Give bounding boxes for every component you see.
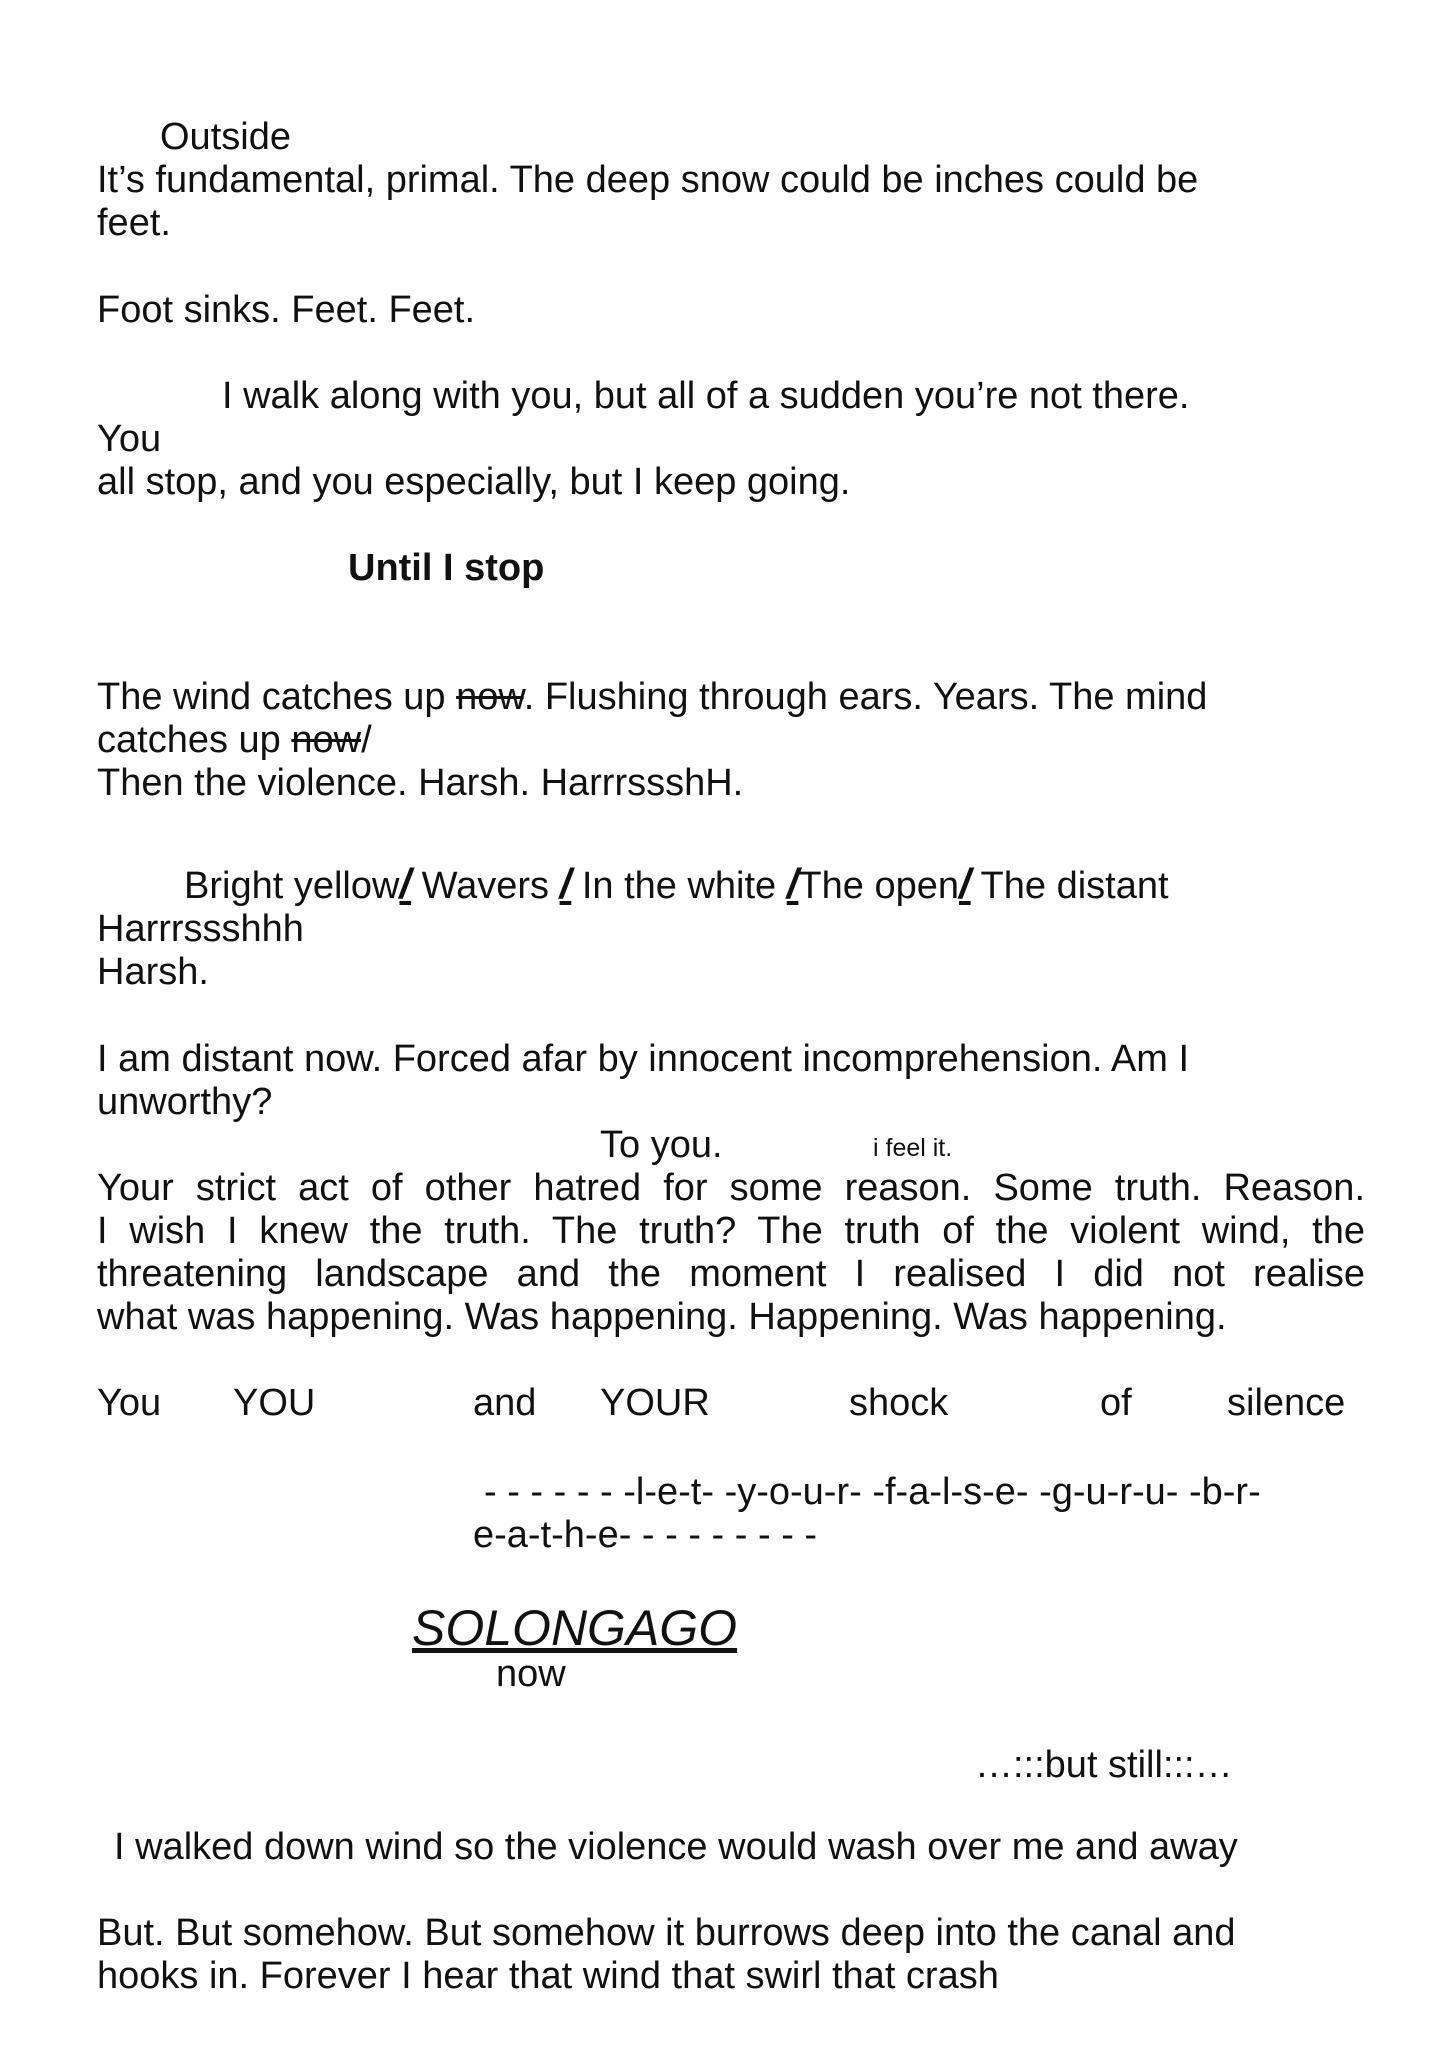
text-line: Harrrssshhh (97, 908, 304, 950)
text-line: It’s fundamental, primal. The deep snow could be inches could be (97, 159, 1199, 201)
struck-word: now (456, 676, 524, 718)
text-line (97, 719, 372, 762)
text-segment: Bright yellow (184, 865, 400, 907)
text-segment: In the white (571, 865, 787, 907)
solongago-text: SOLONGAGO (412, 1600, 738, 1656)
spaced-word: silence (1227, 1382, 1346, 1424)
spaced-word: You (97, 1382, 162, 1424)
text-segment: The open (798, 865, 959, 907)
text-line: what was happening. Was happening. Happening. Was happening. (97, 1296, 1227, 1338)
slash-mark: / (559, 860, 572, 907)
text-line: I walk along with you, but all of a sudden you’re not there. (222, 375, 1190, 417)
text-line (97, 676, 1207, 719)
text-line: To you. (600, 1124, 723, 1166)
text-line (184, 862, 1169, 908)
text-line: …:::but still:::… (975, 1744, 1233, 1786)
text-line: I wish I knew the truth. The truth? The truth of the violent wind, the (97, 1210, 1365, 1252)
text-line: I am distant now. Forced afar by innocent incomprehension. Am I (97, 1038, 1190, 1080)
text-line: Then the violence. Harsh. HarrrssshH. (97, 762, 744, 804)
text-segment: The distant (970, 865, 1169, 907)
text-segment: Wavers (411, 865, 560, 907)
text-line: You (97, 418, 162, 460)
poem-title: Outside (160, 116, 291, 158)
text-segment: catches up (97, 719, 292, 761)
text-line: feet. (97, 202, 171, 244)
slash-mark: / (399, 860, 412, 907)
text-segment: / (361, 719, 372, 761)
text-segment: . Flushing through ears. Years. The mind (523, 676, 1208, 718)
text-line: Foot sinks. Feet. Feet. (97, 289, 476, 331)
text-line: threatening landscape and the moment I realised I did not realise (97, 1253, 1365, 1295)
spaced-word: YOU (233, 1382, 316, 1424)
section-heading: Until I stop (348, 547, 545, 589)
text-line: e-a-t-h-e- - - - - - - - - (473, 1514, 818, 1556)
spaced-word: and (473, 1382, 537, 1424)
small-text: i feel it. (873, 1134, 953, 1162)
text-line: hooks in. Forever I hear that wind that swirl that crash (97, 1955, 999, 1997)
text-line: now (496, 1653, 566, 1695)
spaced-word: YOUR (600, 1382, 710, 1424)
spaced-word: shock (849, 1382, 949, 1424)
text-line: But. But somehow. But somehow it burrows deep into the canal and (97, 1912, 1236, 1954)
text-line: all stop, and you especially, but I keep going. (97, 461, 851, 503)
text-line: I walked down wind so the violence would wash over me and away (114, 1826, 1238, 1868)
spaced-word: of (1100, 1382, 1132, 1424)
text-segment: The wind catches up (97, 676, 457, 718)
text-line: - - - - - - -l-e-t- -y-o-u-r- -f-a-l-s-e- -g-u-r-u- -b-r- (484, 1471, 1261, 1513)
slash-mark: / (958, 860, 971, 907)
text-line: Harsh. (97, 951, 209, 993)
struck-word: now (291, 719, 362, 761)
slash-mark: / (786, 860, 799, 907)
text-line: unworthy? (97, 1081, 273, 1123)
text-line: Your strict act of other hatred for some reason. Some truth. Reason. (97, 1167, 1365, 1209)
